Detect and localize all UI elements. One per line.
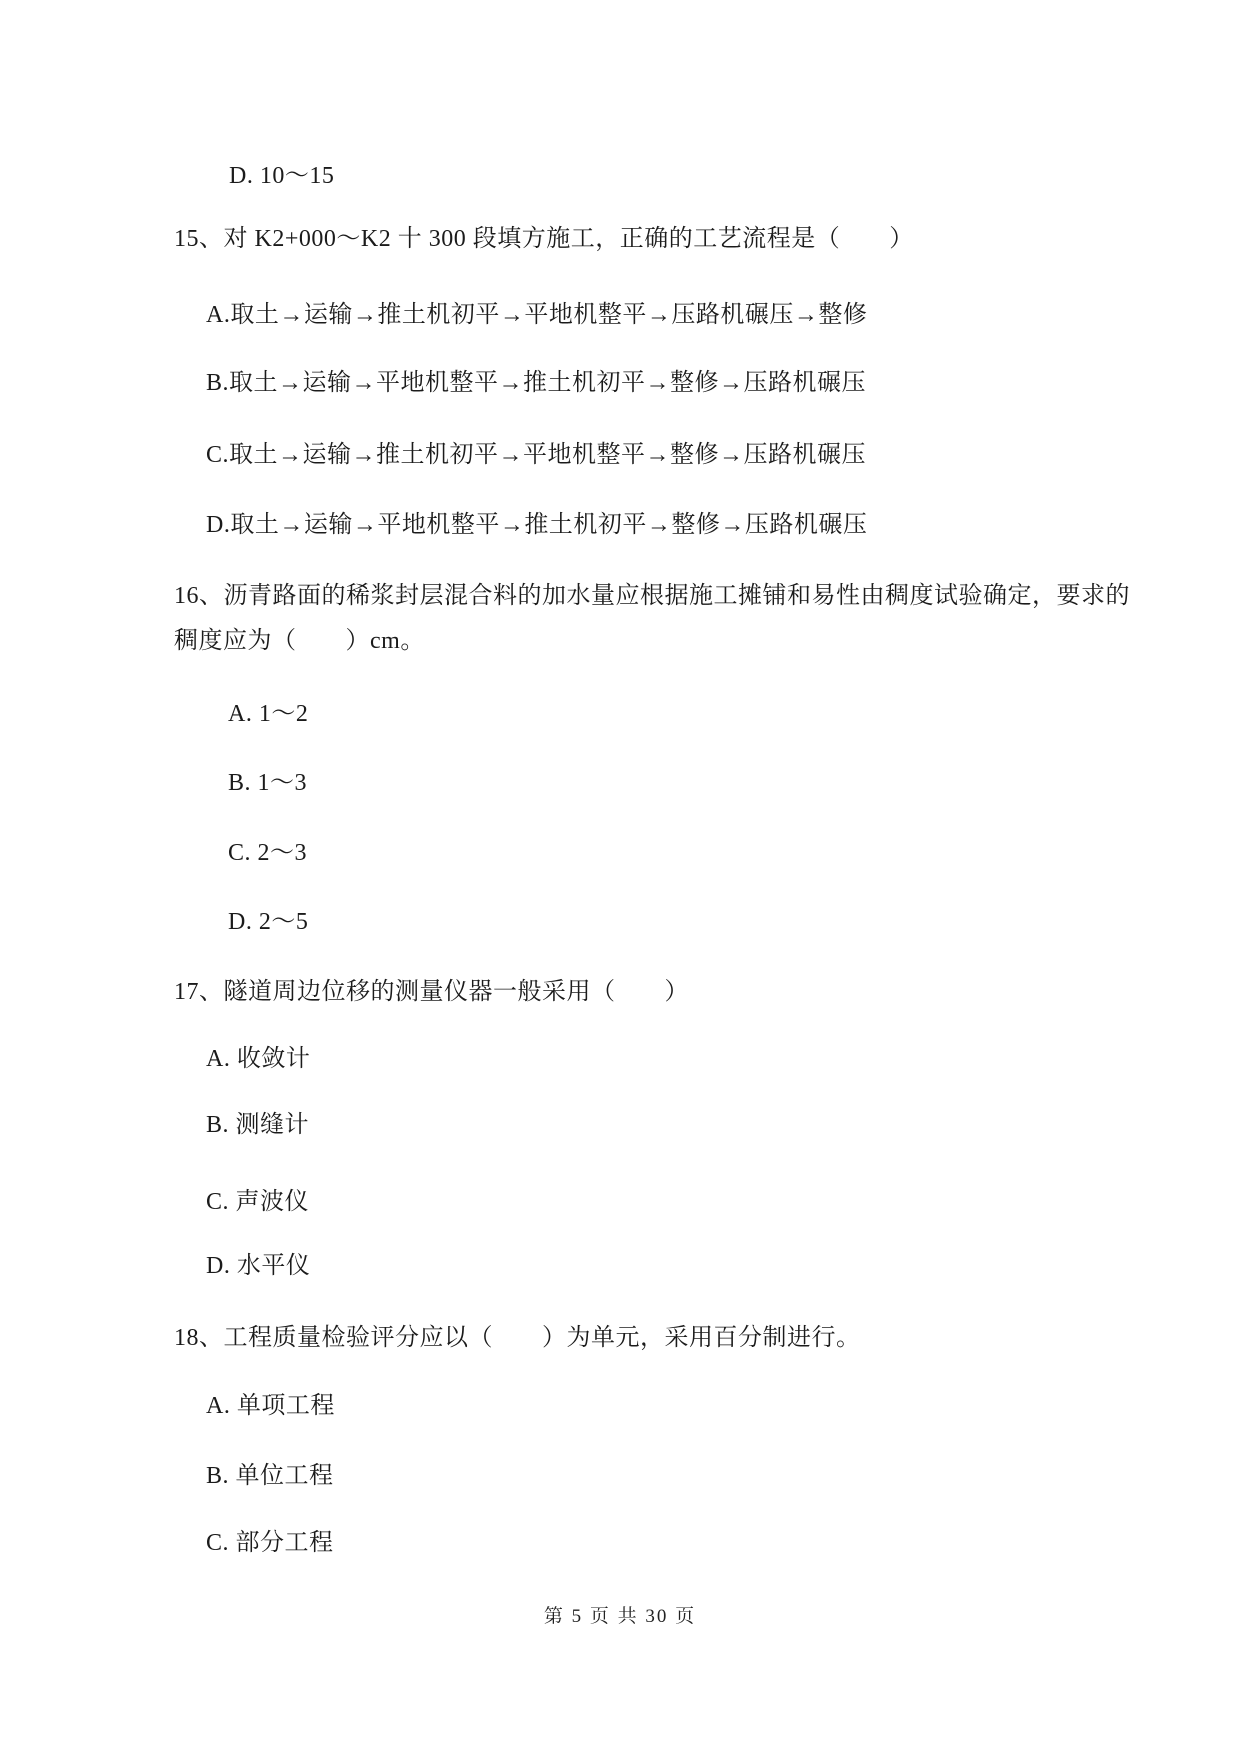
question-16-option-c: C. 2～3 (228, 840, 308, 866)
question-17-option-a: A. 收敛计 (206, 1046, 311, 1072)
question-17-stem: 17、隧道周边位移的测量仪器一般采用（ ） (174, 979, 689, 1005)
question-16-stem-line2: 稠度应为（ ）cm。 (174, 628, 425, 654)
question-18-option-a: A. 单项工程 (206, 1393, 335, 1419)
question-16-stem-line1: 16、沥青路面的稀浆封层混合料的加水量应根据施工摊铺和易性由稠度试验确定，要求的 (174, 583, 1130, 609)
question-15-option-b: B.取土→运输→平地机整平→推土机初平→整修→压路机碾压 (206, 370, 867, 396)
page-footer-indicator: 第 5 页 共 30 页 (543, 1606, 697, 1627)
question-15-option-d: D.取土→运输→平地机整平→推土机初平→整修→压路机碾压 (206, 512, 868, 538)
question-15-option-a: A.取土→运输→推土机初平→平地机整平→压路机碾压→整修 (206, 302, 868, 328)
question-17-option-b: B. 测缝计 (206, 1112, 310, 1138)
question-14-option-d: D. 10～15 (229, 163, 335, 189)
question-15-option-c: C.取土→运输→推土机初平→平地机整平→整修→压路机碾压 (206, 442, 867, 468)
question-17-option-d: D. 水平仪 (206, 1253, 311, 1279)
question-17-option-c: C. 声波仪 (206, 1189, 310, 1215)
question-18-option-c: C. 部分工程 (206, 1530, 334, 1556)
question-16-option-d: D. 2～5 (228, 909, 309, 935)
question-16-option-b: B. 1～3 (228, 770, 308, 796)
question-18-option-b: B. 单位工程 (206, 1463, 334, 1489)
question-18-stem: 18、工程质量检验评分应以（ ）为单元，采用百分制进行。 (174, 1325, 861, 1351)
question-16-option-a: A. 1～2 (228, 701, 309, 727)
question-15-stem: 15、对 K2+000～K2 十 300 段填方施工，正确的工艺流程是（ ） (174, 226, 914, 252)
